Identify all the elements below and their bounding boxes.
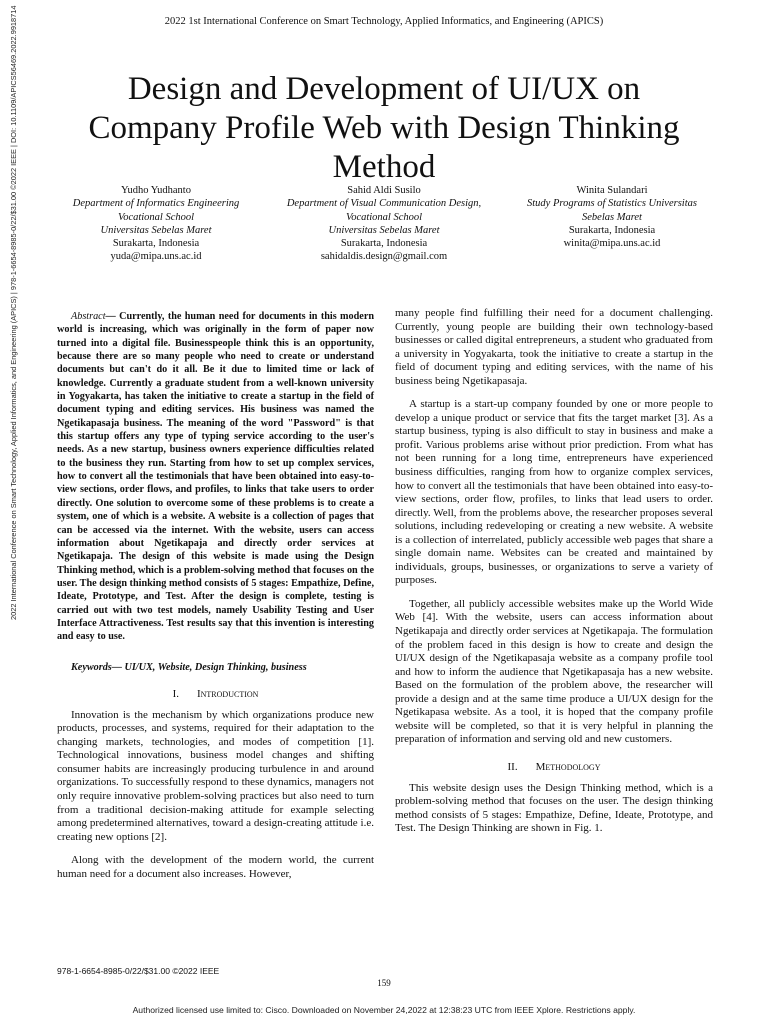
author-block [56,184,712,264]
author-email: sahidaldis.design@gmail.com [320,251,448,263]
section-title: Methodology [535,760,601,773]
author-university: Universitas Sebelas Maret [100,224,212,236]
section-number: II. [507,760,518,773]
author-1 [56,184,256,264]
section-heading-methodology [395,761,713,775]
author-email: winita@mipa.uns.ac.id [563,238,661,250]
paper-title: Design and Development of UI/UX on Company Profile Web with Design Thinking Method [88,71,680,185]
author-city: Surakarta, Indonesia [340,238,428,250]
section-title: Introduction [196,688,259,701]
abstract-label: Abstract [71,311,106,322]
author-university: Universitas Sebelas Maret [328,224,440,236]
author-name: Yudho Yudhanto [121,185,191,196]
footer-copyright-code: 978-1-6654-8985-0/22/$31.00 ©2022 IEEE [57,966,220,976]
intro-continuation: many people find fulfilling their need for a document challenging. Currently, young people are building their own technology-based businesses or called digital entrepreneurs, a student who graduated from a university in Yogyakarta, took the initiative to create a startup in the field of document typing and editing services, with the name of his business being Ngetikapasaja. [395,307,713,387]
abstract-text: Currently, the human need for documents in this modern world is increasing, which was originally in the form of paper now turned into a digital file. Businesspeople think this is an opportunity, because there are so many people who need to create or understand documents but can't do it all. Be it due to limited time or lack of knowledge. Currently a graduate student from a well-known university in Yogyakarta, has taken the initiative to create a startup in the field of document typing and editing services. His business was named the Ngetikapasaja business. The meaning of the word "Password" is that this startup offers any type of typing service according to the user's needs. As a new startup, business owners experience difficulties related to the business they run. Starting from how to set up complex services, how to convert all the testimonials that have been obtained into easy-to-view sections, order flows, and profiles, to links that take users to order directly. One solution to overcome some of these problems is to create a system, one of which is a website. A website is a collection of pages that can be accessed via the internet. With the website, users can access information about Ngetikapaja and directly order services at Ngetikapaja. The design of this website is made using the Design Thinking method, which is a problem-solving method that focuses on the user. The design thinking method consists of 5 stages: Empathize, Define, Ideate, Prototype, and Test. After the design is complete, testing is carried out with two test models, namely Usability Testing and User Interface Attractiveness. Test results say that this invention is interesting and easy to use. [57,311,375,643]
author-city: Surakarta, Indonesia [112,238,200,250]
license-notice: Authorized licensed use limited to: Cisco. Downloaded on November 24,2022 at 12:38:23 UTC from IEEE Xplore. Restrictions apply. [132,1005,636,1015]
page-number: 159 [377,978,391,988]
left-column [57,310,374,891]
author-department: Department of Informatics Engineering Vocational School [72,198,240,223]
author-3 [512,184,712,264]
right-column [395,307,713,846]
keywords-label: Keywords [71,661,112,673]
intro-paragraph-3: A startup is a start-up company founded by one or more people to develop a unique product or service that fits the target market [3]. As a startup business, typing is also difficult to stay in business and make a profit. Various problems arise without prior prediction. From what has not been running for a long time, entrepreneurs have experienced business difficulties, ranging from how to organize complex services, how to convert all the testimonials that have been obtained into easy-to-view sections, order flow, profiles, to links that lead users to order. directly. Well, from the problems above, the researcher proposes several solutions, including redeveloping or creating a new website. A website is a collection of interrelated, publicly accessible web pages that share a single domain name. Websites can be created and maintained by individuals, groups, businesses, or organizations to serve a variety of purposes. [395,398,713,587]
section-heading-introduction [57,688,374,702]
conference-header: 2022 1st International Conference on Smart Technology, Applied Informatics, and Engineering (APICS) [164,16,604,27]
intro-paragraph-2: Along with the development of the modern world, the current human need for a document also increases. However, [57,854,374,880]
author-department: Study Programs of Statistics Universitas Sebelas Maret [527,198,697,223]
author-email: yuda@mipa.uns.ac.id [110,251,202,263]
abstract: Abstract— Currently, the human need for documents in this modern world is increasing, which was originally in the form of paper now turned into a digital file. Businesspeople think this is an opportunity, because there are so many people who need to create or understand documents but can't do it all. Be it due to limited time or lack of knowledge. Currently a graduate student from a well-known university in Yogyakarta, has taken the initiative to create a startup in the field of document typing and editing services. His business was named the Ngetikapasaja business. The meaning of the word "Password" is that this startup offers any type of typing service according to the user's needs. As a new startup, business owners experience difficulties related to the business they run. Starting from how to set up complex services, how to convert all the testimonials that have been obtained into easy-to-view sections, order flows, and profiles, to links that take users to order directly. One solution to overcome some of these problems is to create a system, one of which is a website. A website is a collection of pages that can be accessed via the internet. With the website, users can access information about Ngetikapaja and directly order services at Ngetikapaja. The design of this website is made using the Design Thinking method, which is a problem-solving method that focuses on the user. The design thinking method consists of 5 stages: Empathize, Define, Ideate, Prototype, and Test. After the design is complete, testing is carried out with two test models, namely Usability Testing and User Interface Attractiveness. Test results say that this invention is interesting and easy to use. [57,311,375,643]
intro-paragraph-4: Together, all publicly accessible websites make up the World Wide Web [4]. With the website, users can access information about Ngetikapaja and directly order services at Ngetikapaja. The formulation of the problem faced in this design is how to create and design the UI/UX design of the Ngetikapasaja website as a company profile tool and how to inform the audience that Ngetikapasaja has a new website. Based on the formulation of the problem above, the researcher will provide a design and at the same time produce a UI/UX design for the Ngetikapasa website. As a tool, it is hoped that the company profile website will be completed, so that it is very helpful in planning the preparation of information and serving old and new customers. [395,597,713,746]
methodology-paragraph: This website design uses the Design Thinking method, which is a problem-solving method that focuses on the user. The design thinking method consists of 5 stages: Empathize, Define, Ideate, Prototype, and Test. The Design Thinking are shown in Fig. 1. [395,781,713,835]
author-name: Winita Sulandari [576,185,648,196]
keywords: Keywords— UI/UX, Website, Design Thinking, business [71,661,307,673]
author-department: Department of Visual Communication Design, Vocational School [286,198,482,223]
author-2 [284,184,484,264]
keywords-text: UI/UX, Website, Design Thinking, business [124,661,307,673]
section-number: I. [172,688,179,701]
side-doi-strip: 2022 International Conference on Smart Technology, Applied Informatics, and Engineering (APICS) | 978-1-6654-8985-0/22/$31.00 ©2022 IEEE | DOI: 10.1109/APICS56469.2022.9918714 [9,5,18,620]
author-city: Surakarta, Indonesia [568,224,656,236]
intro-paragraph-1: Innovation is the mechanism by which organizations produce new products, processes, and systems, required for their adaptation to the changing markets, technologies, and modes of competition [1]. Technological innovations, business model changes and shifting consumer habits are increasingly producing turbulence in and around organizations. To successfully respond to these dynamics, managers not only require innovative problem-solving practices but also need to turn from a traditional decision-making attitude for example selecting among predetermined alternatives, toward a design-creating attitude i.e. creating new options [2]. [57,708,374,843]
author-name: Sahid Aldi Susilo [347,185,421,196]
